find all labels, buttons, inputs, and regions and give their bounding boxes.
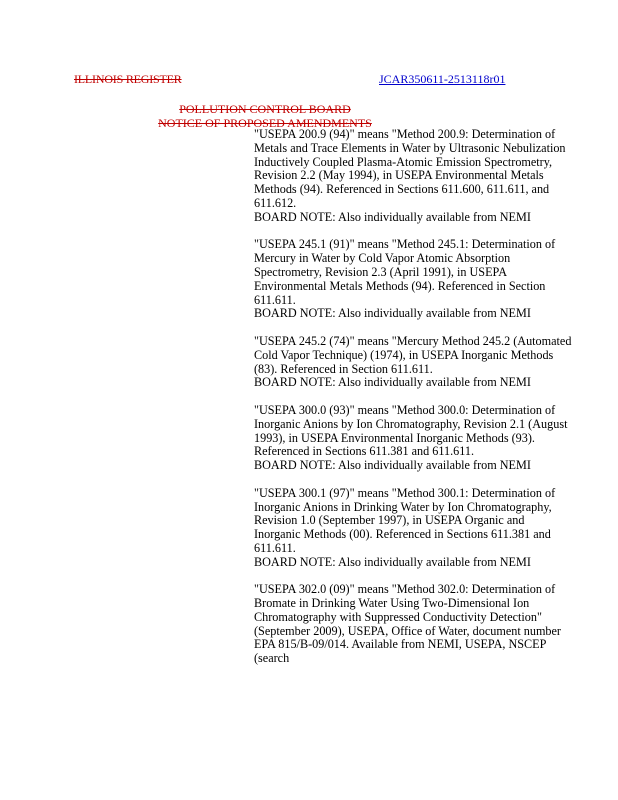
board-note: BOARD NOTE: Also individually available from NEMI (254, 306, 531, 321)
definition-text: "USEPA 245.1 (91)" means "Method 245.1: Determination of Mercury in Water by Cold Vapor Atomic Absorption Spectrometry, Revision 2.3 (April 1991), in USEPA Environmental Metals Methods (94). Referenced in Section 611.611. (254, 237, 556, 307)
definition-entry (254, 487, 572, 570)
board-note: BOARD NOTE: Also individually available from NEMI (254, 375, 531, 390)
board-note: BOARD NOTE: Also individually available from NEMI (254, 209, 531, 224)
definition-entry (254, 335, 572, 390)
definitions-list (254, 128, 572, 680)
definition-text: "USEPA 200.9 (94)" means "Method 200.9: Determination of Metals and Trace Elements in Water by Ultrasonic Nebulization Inductively Coupled Plasma-Atomic Emission Spectrometry, Revision 2.2 (May 1994), in USEPA Environmental Metals Methods (94). Referenced in Sections 611.600, 611.611, and 611.612. (254, 127, 566, 210)
definition-text: "USEPA 302.0 (09)" means "Method 302.0: Determination of Bromate in Drinking Water Using Two-Dimensional Ion Chromatography with Suppressed Conductivity Detection" (September 2009), USEPA, Office of Water, document number EPA 815/B-09/014. Available from NEMI, USEPA, NSCEP (search (254, 582, 561, 666)
board-note: BOARD NOTE: Also individually available from NEMI (254, 458, 531, 473)
notice-title: NOTICE OF PROPOSED AMENDMENTS (158, 116, 372, 130)
board-title: POLLUTION CONTROL BOARD (179, 102, 351, 116)
definition-entry (254, 238, 572, 321)
register-header: ILLINOIS REGISTER (74, 72, 182, 86)
definition-entry (254, 128, 572, 225)
document-id: JCAR350611-2513118r01 (379, 72, 506, 86)
definition-entry (254, 404, 572, 473)
definition-entry (254, 583, 572, 666)
definition-text: "USEPA 245.2 (74)" means "Mercury Method 245.2 (Automated Cold Vapor Technique) (1974), in USEPA Inorganic Methods (83). Referenced in Section 611.611. (254, 333, 572, 376)
board-note: BOARD NOTE: Also individually available from NEMI (254, 554, 531, 569)
definition-text: "USEPA 300.1 (97)" means "Method 300.1: Determination of Inorganic Anions in Drinking Water by Ion Chromatography, Revision 1.0 (September 1997), in USEPA Organic and Inorganic Methods (00). Referenced in Sections 611.381 and 611.611. (254, 485, 556, 555)
definition-text: "USEPA 300.0 (93)" means "Method 300.0: Determination of Inorganic Anions by Ion Chromatography, Revision 2.1 (August 1993), in USEPA Environmental Inorganic Methods (93). Referenced in Sections 611.381 and 611.611. (254, 402, 568, 459)
